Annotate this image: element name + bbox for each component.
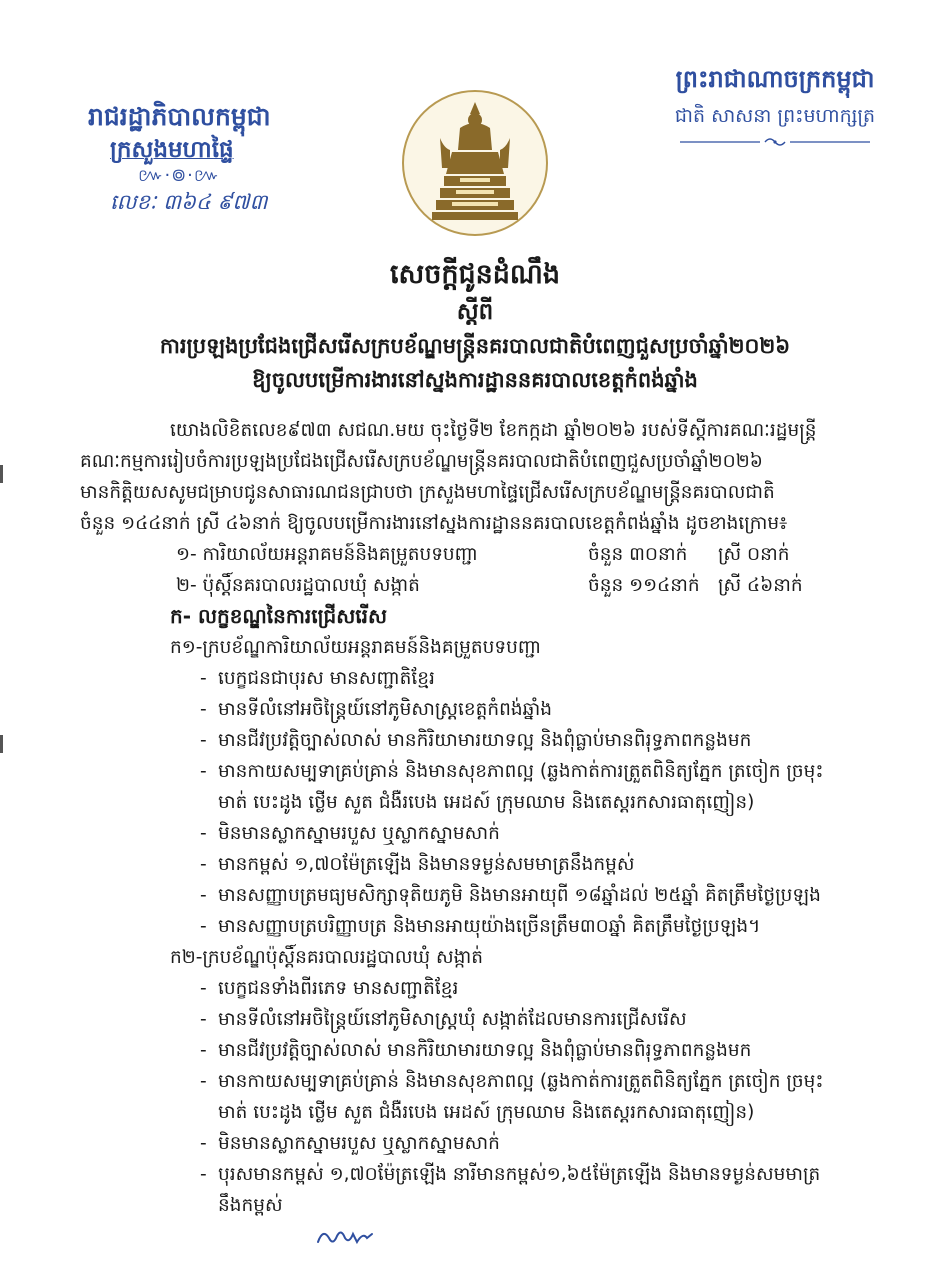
criterion-item: - មានទីលំនៅអចិន្ត្រៃយ៍នៅភូមិសាស្ត្រឃុំ សង្កាត់ដែលមានការជ្រើសរើស xyxy=(200,1004,910,1035)
criterion-continuation: មាត់ បេះដូង ថ្លើម សួត ជំងឺរបេង អេដស៍ ក្រុមឈាម និងតេស្តរកសារធាតុញៀន) xyxy=(218,1102,755,1123)
national-motto: ជាតិ សាសនា ព្រះមហាក្សត្រ xyxy=(674,105,876,127)
criterion-item: - បេក្ខជនជាបុរស មានសញ្ជាតិខ្មែរ xyxy=(200,663,910,694)
ornament-divider-icon xyxy=(680,136,870,148)
notice-subject-label: ស្តីពី xyxy=(456,299,494,325)
allocation-row xyxy=(176,539,910,570)
notice-subject-line1: ការប្រឡងប្រជែងជ្រើសរើសក្របខ័ណ្ឌមន្ត្រីនគរបាលជាតិបំពេញជួសប្រចាំឆ្នាំ២០២៦ xyxy=(159,334,791,358)
signature-icon xyxy=(315,1224,375,1250)
criterion-item: - មានទីលំនៅអចិន្ត្រៃយ៍នៅភូមិសាស្ត្រខេត្តកំពង់ឆ្នាំង xyxy=(200,694,910,725)
criterion-item: - មិនមានស្លាកស្នាមរបួស ឬស្លាកស្នាមសាក់ xyxy=(200,818,910,849)
criterion-item: - មានសញ្ញាបត្របរិញ្ញាបត្រ និងមានអាយុយ៉ាងច្រើនត្រឹម៣០ឆ្នាំ គិតត្រឹមថ្ងៃប្រឡង។ xyxy=(200,911,910,942)
header-left xyxy=(88,100,388,218)
k2-heading: ក២-ក្របខ័ណ្ឌប៉ុស្តិ៍នគរបាលរដ្ឋបាលឃុំ សង្កាត់ xyxy=(170,947,484,968)
notice-title: សេចក្តីជូនដំណឹង xyxy=(389,259,561,290)
allocation-count: ចំនួន ១១៤នាក់ xyxy=(588,575,700,596)
allocation-row xyxy=(176,570,910,601)
ministry-name: ក្រសួងមហាផ្ទៃ xyxy=(110,137,234,163)
government-name: រាជរដ្ឋាភិបាលកម្ពុជា xyxy=(88,102,271,131)
allocation-female: ស្រី ៤៦នាក់ xyxy=(718,575,803,596)
criterion-continuation: នឹងកម្ពស់ xyxy=(218,1195,283,1216)
kingdom-name: ព្រះរាជាណាចក្រកម្ពុជា xyxy=(675,65,875,93)
notice-subject-line2: ឱ្យចូលបម្រើការងារនៅស្នងការដ្ឋាននគរបាលខេត្តកំពង់ឆ្នាំង xyxy=(252,368,698,392)
section-a-heading: ក- លក្ខខណ្ឌនៃការជ្រើសរើស xyxy=(170,604,388,628)
criterion-item: - មានកាយសម្បទាគ្រប់គ្រាន់ និងមានសុខភាពល្អ (ឆ្លងកាត់ការត្រួតពិនិត្យភ្នែក ត្រចៀក ច្រមុះ xyxy=(200,756,910,787)
allocation-name: ២- ប៉ុស្តិ៍នគរបាលរដ្ឋបាលឃុំ សង្កាត់ xyxy=(176,575,420,596)
criterion-item: - មានកាយសម្បទាគ្រប់គ្រាន់ និងមានសុខភាពល្អ (ឆ្លងកាត់ការត្រួតពិនិត្យភ្នែក ត្រចៀក ច្រមុះ xyxy=(200,1066,910,1097)
notice-body xyxy=(80,415,910,1221)
k1-heading: ក១-ក្របខ័ណ្ឌការិយាល័យអន្តរាគមន៍និងគម្រួតបទបញ្ជា xyxy=(170,637,541,658)
title-block xyxy=(60,255,890,397)
royal-emblem-icon xyxy=(400,88,550,238)
scan-edge-mark xyxy=(0,465,3,483)
intro-paragraph xyxy=(80,415,910,539)
reference-number: លេខៈ ៣៦៤ ៩៧៣ xyxy=(110,190,268,214)
intro-line: គណៈកម្មការរៀបចំការប្រឡងប្រជែងជ្រើសរើសក្របខ័ណ្ឌមន្ត្រីនគរបាលជាតិបំពេញជួសប្រចាំឆ្នាំ២០២៦ xyxy=(80,451,763,472)
criterion-item: - មិនមានស្លាកស្នាមរបួស ឬស្លាកស្នាមសាក់ xyxy=(200,1128,910,1159)
allocation-count: ចំនួន ៣០នាក់ xyxy=(588,544,688,565)
intro-line: យោងលិខិតលេខ៩៧៣ សជណ.មយ ចុះថ្ងៃទី២ ខែកក្កដា ឆ្នាំ២០២៦ របស់ទីស្តីការគណៈរដ្ឋមន្ត្រី xyxy=(170,420,817,441)
allocation-female: ស្រី ០នាក់ xyxy=(718,544,790,565)
k2-criteria-list xyxy=(120,973,910,1221)
allocation-name: ១- ការិយាល័យអន្តរាគមន៍និងគម្រួតបទបញ្ជា xyxy=(176,544,478,565)
k1-criteria-list xyxy=(120,663,910,942)
criterion-item: - បេក្ខជនទាំងពីរភេទ មានសញ្ជាតិខ្មែរ xyxy=(200,973,910,1004)
header-right xyxy=(640,62,910,152)
criterion-continuation: មាត់ បេះដូង ថ្លើម សួត ជំងឺរបេង អេដស៍ ក្រុមឈាម និងតេស្តរកសារធាតុញៀន) xyxy=(218,792,755,813)
ornament-mark: ៚·៙·៚ xyxy=(138,165,221,186)
intro-line: ចំនួន ១៤៤នាក់ ស្រី ៤៦នាក់ ឱ្យចូលបម្រើការងារនៅស្នងការដ្ឋាននគរបាលខេត្តកំពង់ឆ្នាំង ដូចខាងក្រោម៖ xyxy=(80,513,788,534)
criterion-item: - មានកម្ពស់ ១,៧០ម៉ែត្រឡើង និងមានទម្ងន់សមមាត្រនឹងកម្ពស់ xyxy=(200,849,910,880)
criterion-item: - បុរសមានកម្ពស់ ១,៧០ម៉ែត្រឡើង នារីមានកម្ពស់១,៦៥ម៉ែត្រឡើង និងមានទម្ងន់សមមាត្រ xyxy=(200,1159,910,1190)
criterion-item: - មានសញ្ញាបត្រមធ្យមសិក្សាទុតិយភូមិ និងមានអាយុពី ១៨ឆ្នាំដល់ ២៥ឆ្នាំ គិតត្រឹមថ្ងៃប្រឡង xyxy=(200,880,910,911)
criterion-item: - មានជីវប្រវត្តិច្បាស់លាស់ មានកិរិយាមារយាទល្អ និងពុំធ្លាប់មានពិរុទ្ធភាពកន្លងមក xyxy=(200,1035,910,1066)
scan-edge-mark xyxy=(0,735,3,753)
intro-line: មានកិត្តិយសសូមជម្រាបជូនសាធារណជនជ្រាបថា ក្រសួងមហាផ្ទៃជ្រើសរើសក្របខ័ណ្ឌមន្ត្រីនគរបាលជាតិ xyxy=(80,482,775,503)
criterion-item: - មានជីវប្រវត្តិច្បាស់លាស់ មានកិរិយាមារយាទល្អ និងពុំធ្លាប់មានពិរុទ្ធភាពកន្លងមក xyxy=(200,725,910,756)
